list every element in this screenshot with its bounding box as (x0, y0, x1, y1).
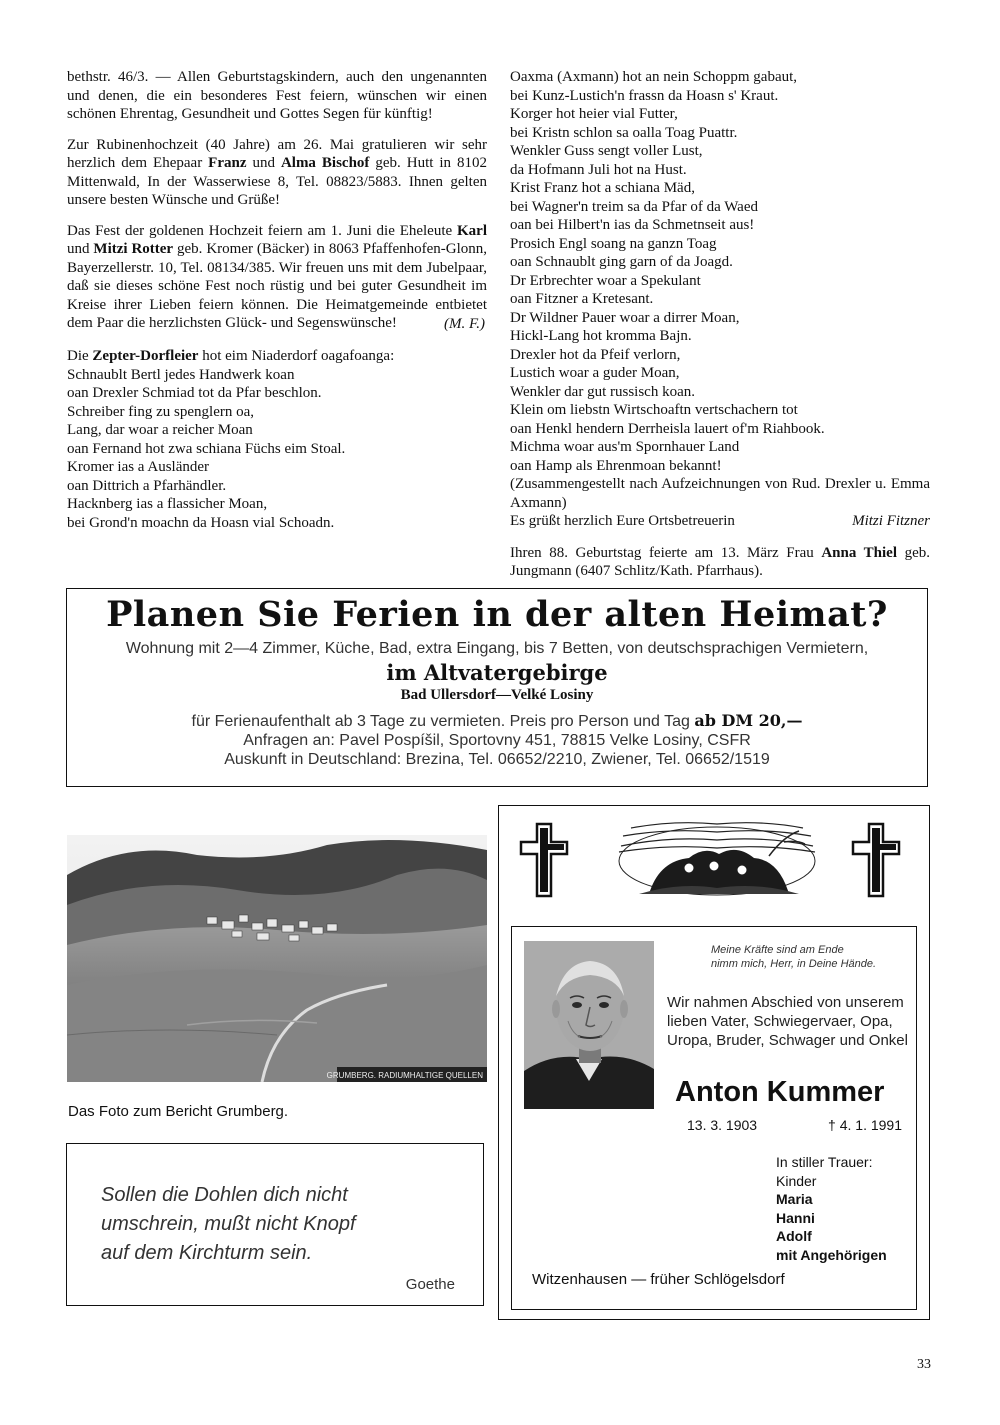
right-column (510, 68, 930, 581)
ruby-wedding-paragraph: Zur Rubinenhochzeit (40 Jahre) am 26. Mai gratulieren wir sehr herzlich dem Ehepaar Franz und Alma Bischof geb. Hutt in 8102 Mittenwald, In der Wasserwiese 8, Tel. 08823/5883. Ihnen gelten unsere besten Wünsche und Grüße! (67, 136, 488, 208)
poem-line: Lang, dar woar a reicher Moan (67, 422, 253, 438)
signature-name: Mitzi Fitzner (852, 513, 930, 529)
poem-line: Schreiber fing zu spenglern oa, (67, 403, 255, 420)
poem-line: Klein om liebstn Wirtschoaftn vertschachern tot (510, 402, 798, 418)
person-name: Karl (457, 222, 487, 239)
poem-line: oan Drexler Schmiad tot da Pfar beschlon. (67, 385, 322, 401)
poem-line: oan Fernand hot zwa schiana Füchs eim Stoal. (67, 440, 346, 457)
ad-headline: Planen Sie Ferien in der alten Heimat? (106, 594, 888, 635)
photo-caption: Das Foto zum Bericht Grumberg. (68, 1103, 289, 1120)
left-column (67, 68, 487, 532)
person-name: Anna Thiel (821, 544, 898, 561)
poem-line: bei Grond'n moachn da Hoasn vial Schoadn. (67, 514, 335, 531)
golden-wedding-paragraph: Das Fest der goldenen Hochzeit feiern am 1. Juni die Eheleute Karl und Mitzi Rotter geb. Kromer (Bäcker) in 8063 Pfaffenhofen-Glonn, Bayerzellerstr. 10, Tel. 08134/385. Wir freuen uns mit dem Jubelpaar, daß sie dieses schöne Fest noch rüstig und bei guter Gesundheit im Kreise ihrer Lieben feiern können. Die Heimatgemeinde entbietet dem Paar die herzlichsten Glück- und Segenswünsche! (67, 222, 487, 331)
ad-region: im Altvatergebirge (386, 660, 608, 685)
mourner-name: Adolf (776, 1228, 812, 1244)
death-date: † 4. 1. 1991 (828, 1117, 902, 1133)
poem-line: Wenkler Guss sengt voller Lust, (510, 143, 703, 159)
poem-line: oan Fitzner a Kretesant. (510, 291, 654, 307)
ad-contact: Auskunft in Deutschland: Brezina, Tel. 06652/2210, Zwiener, Tel. 06652/1519 (224, 751, 770, 768)
poem-line: Drexler hot da Pfeif verlorn, (510, 346, 681, 363)
ad-town: Bad Ullersdorf—Velké Losiny (400, 687, 594, 703)
birth-date: 13. 3. 1903 (687, 1117, 758, 1133)
poem-line: Hacknberg ias a flassicher Moan, (67, 496, 268, 512)
obituary-text: Wir nahmen Abschied von unserem lieben Vater, Schwiegervaer, Opa, Uropa, Bruder, Schwager und Onkel (667, 994, 908, 1049)
poem-intro: Die Zepter-Dorfleier hot eim Niaderdorf oagafoanga: (67, 348, 395, 364)
greeting-line: Es grüßt herzlich Eure Ortsbetreuerin Mitzi Fitzner (510, 513, 930, 529)
mourners-list: In stiller Trauer: Kinder Maria Hanni Adolf mit Angehörigen (776, 1154, 887, 1263)
signature-initials: (M. F.) (444, 315, 485, 332)
goethe-quote-box (66, 1143, 484, 1306)
person-name: Alma Bischof (280, 155, 370, 171)
quote-line: auf dem Kirchturm sein. (101, 1242, 313, 1264)
poem-left (67, 366, 487, 533)
poem-line: oan bei Hilbert'n ias da Schmetnseit aus! (510, 217, 755, 233)
poem-line: Kromer ias a Ausländer (67, 459, 210, 475)
mourner-name: Hanni (776, 1209, 815, 1226)
poem-line: Lustich woar a guder Moan, (510, 365, 680, 381)
poem-line: Krist Franz hot a schiana Mäd, (510, 180, 695, 196)
poem-line: oan Hamp als Ehrenmoan bekannt! (510, 457, 722, 474)
poem-right (510, 68, 930, 475)
person-name: Franz (208, 155, 247, 171)
obituary-header-ornament (499, 806, 929, 916)
poem-line: Dr Wildner Pauer woar a dirrer Moan, (510, 309, 740, 326)
grumberg-landscape-photo (67, 835, 487, 1082)
poem-line: bei Kristn schlon sa oalla Toag Puattr. (510, 124, 738, 141)
poem-line: Hickl-Lang hot kromma Bajn. (510, 328, 692, 344)
quote-line: umschrein, mußt nicht Knopf (101, 1213, 356, 1235)
poem-line: oan Dittrich a Pfarhändler. (67, 477, 227, 494)
poem-line: Schnaublt Bertl jedes Handwerk koan (67, 366, 295, 383)
poem-line: Dr Erbrechter woar a Spekulant (510, 272, 701, 289)
birthday-paragraph: Ihren 88. Geburtstag feierte am 13. März Frau Anna Thiel geb. Jungmann (6407 Schlitz/Kath. Pfarrhaus). (510, 544, 931, 579)
ad-text: Wohnung mit 2—4 Zimmer, Küche, Bad, extra Eingang, bis 7 Betten, von deutschsprachigen Vermietern, (125, 640, 869, 657)
poem-line: Oaxma (Axmann) hot an nein Schoppm gabaut, (510, 69, 798, 85)
poem-line: Michma woar aus'm Spornhauer Land (510, 439, 740, 455)
birthday-wishes-paragraph: bethstr. 46/3. — Allen Geburtstagskindern, auch den ungenannten und denen, die ein besonderes Fest feiern, wünschen wir einen schönen Ehrentag, Gesundheit und Gottes Segen für künftig! (67, 69, 487, 122)
deceased-name: Anton Kummer (675, 1076, 885, 1108)
life-dates (687, 1117, 902, 1133)
poem-line: Wenkler dar gut russisch koan. (510, 383, 695, 400)
poem-line: oan Schnaublt ging garn of da Joagd. (510, 254, 733, 270)
obituary-verse: Meine Kräfte sind am Ende nimm mich, Herr, in Deine Hände. (711, 944, 877, 970)
ad-contact: Anfragen an: Pavel Pospíšil, Sportovny 451, 78815 Velke Losiny, CSFR (243, 732, 751, 749)
mourner-name: Maria (776, 1191, 813, 1207)
obituary-notice (498, 805, 930, 1320)
obituary-text-frame (511, 926, 917, 1310)
poem-line: Korger hot heier vial Futter, (510, 106, 678, 122)
poem-line: bei Wagner'n treim sa da Pfar of da Waed (510, 198, 758, 215)
page-number: 33 (917, 1357, 931, 1372)
portrait-photo (524, 941, 654, 1109)
obituary-place: Witzenhausen — früher Schlögelsdorf (532, 1271, 785, 1288)
quote-line: Sollen die Dohlen dich nicht (101, 1184, 348, 1206)
poem-line: da Hofmann Juli hot na Hust. (510, 161, 687, 178)
poem-line: bei Kunz-Lustich'n frassn da Hoasn s' Kraut. (510, 87, 779, 104)
ad-text: für Ferienaufenthalt ab 3 Tage zu vermieten. Preis pro Person und Tag ab DM 20,— (191, 711, 803, 730)
grave-landscape-icon (619, 823, 815, 895)
poem-line: oan Henkl hendern Derrheisla lauert of'm Riahbook. (510, 420, 825, 437)
mourner-name: mit Angehörigen (776, 1246, 887, 1263)
holiday-advertisement (66, 588, 928, 787)
source-note: (Zusammengestellt nach Aufzeichnungen von Rud. Drexler u. Emma Axmann) (510, 476, 930, 511)
photo-imprint: GRUMBERG. RADIUMHALTIGE QUELLEN (326, 1071, 483, 1080)
quote-author: Goethe (405, 1276, 455, 1293)
quote-text (101, 1181, 356, 1268)
person-name: Mitzi Rotter (93, 241, 174, 257)
ad-price: ab DM 20,— (694, 711, 803, 730)
poem-line: Prosich Engl soang na ganzn Toag (510, 235, 717, 252)
